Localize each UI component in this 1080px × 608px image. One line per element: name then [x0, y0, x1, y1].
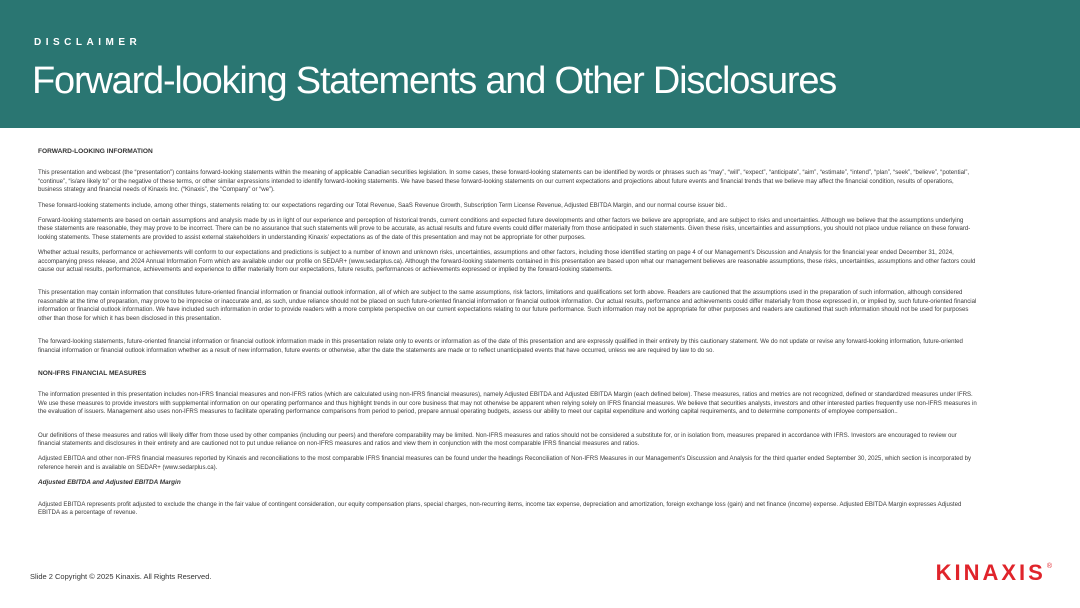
- fls-paragraph-2: These forward-looking statements include, among other things, statements relating to: our expectations regarding our Total Revenue, SaaS Revenue Growth, Subscription Term License Revenue, Adjusted EBITDA Margin, and our normal course issuer bid..: [38, 201, 728, 209]
- fls-paragraph-3: Forward-looking statements are based on certain assumptions and analysis made by us in light of our experience and perception of historical trends, current conditions and expected future developments and other factors we believe are appropriate, and are subject to risks and uncertainties. Although we believe that the assumptions underlying these statements are reasonable, they may prove to be incorrect. There can be no assurance that such statements will prove to be accurate, as actual results and future events could differ materially from those anticipated in such statements. Given these risks, uncertainties and assumptions, you should not place undue reliance on these forward-looking statements. These statements are provided to assist external stakeholders in understanding Kinaxis’ expectations as of the date of this presentation and may not be appropriate for other purposes.: [38, 217, 971, 241]
- non-ifrs-paragraph-3: Adjusted EBITDA and other non-IFRS financial measures reported by Kinaxis and reconciliations to the most comparable IFRS financial measures can be found under the headings Reconciliation of Non-IFRS Measures in our Management’s Discussion and Analysis for the third quarter ended September 30, 2025, which section is incorporated by reference herein and is available on SEDAR+ (www.sedarplus.ca).: [38, 455, 972, 471]
- slide-footer: Slide 2 Copyright © 2025 Kinaxis. All Rights Reserved.: [30, 572, 212, 581]
- fls-paragraph-6: The forward-looking statements, future-oriented financial information or financial outlook information made in this presentation relate only to events or information as of the date of this presentation and are expressly qualified in their entirety by this cautionary statement. We do not update or revise any forward-looking information, future-oriented financial information or financial outlook information whether as a result of new information, future events or otherwise, after the date the statements are made or to reflect unanticipated events that have occurred, unless we are required by law to do so.: [38, 338, 963, 354]
- non-ifrs-paragraph-1: The information presented in this presentation includes non-IFRS financial measures and non-IFRS ratios (which are calculated using non-IFRS financial measures), namely Adjusted EBITDA and Adjusted EBITDA Margin (each defined below). These measures, ratios and metrics are not recognized, defined or standardized measures under IFRS. We use these measures to provide investors with supplemental information on our operating performance and thus highlight trends in our core business that may not otherwise be apparent when relying solely on IFRS financial measures. We believe that securities analysts, investors and other interested parties frequently use non-IFRS measures in the evaluation of issuers. Management also uses non-IFRS measures to facilitate operating performance comparisons from period to period, prepare annual operating budgets, assess our ability to meet our capital expenditure and working capital requirements, and to determine components of employee compensation..: [38, 391, 977, 416]
- logo-wordmark: KINAXIS: [935, 560, 1046, 585]
- adjusted-ebitda-paragraph: Adjusted EBITDA represents profit adjusted to exclude the change in the fair value of contingent consideration, our equity compensation plans, special charges, non-recurring items, income tax expense, depreciation and amortization, foreign exchange loss (gain) and net finance (income) expense. Adjusted EBITDA Margin expresses Adjusted EBITDA as a percentage of revenue.: [38, 500, 962, 516]
- non-ifrs-paragraph-2: Our definitions of these measures and ratios will likely differ from those used by other companies (including our peers) and therefore comparability may be limited. Non-IFRS measures and ratios should not be considered a substitute for, or in isolation from, measures prepared in accordance with IFRS. Investors are encouraged to review our financial statements and disclosures in their entirety and are cautioned not to put undue reliance on non-IFRS measures and ratios and view them in conjunction with the most comparable IFRS financial measures and ratios.: [38, 431, 957, 447]
- disclaimer-body: [38, 148, 978, 524]
- section-eyebrow: DISCLAIMER: [34, 37, 142, 48]
- adjusted-ebitda-heading: Adjusted EBITDA and Adjusted EBITDA Margin: [38, 479, 181, 487]
- page-title: Forward-looking Statements and Other Disclosures: [32, 60, 837, 102]
- registered-mark: ®: [1046, 563, 1052, 570]
- kinaxis-logo: [936, 561, 1052, 585]
- title-banner: [0, 0, 1080, 128]
- forward-looking-heading: FORWARD-LOOKING INFORMATION: [38, 148, 153, 155]
- fls-paragraph-5: This presentation may contain information that constitutes future-oriented financial information or financial outlook information, all of which are subject to the same assumptions, risk factors, limitations and qualifications set forth above. Readers are cautioned that the assumptions used in the preparation of such information, although considered reasonable at the time of preparation, may prove to be imprecise or inaccurate and, as such, undue reliance should not be placed on such future-oriented financial information or financial outlook information. Our actual results, performance and achievements could differ materially from those expressed in, or implied by, such future-oriented financial information or financial outlook information. We have included such information in order to provide readers with a more complete perspective on our current expectations relating to our future performance. Such information may not be appropriate for other purposes and readers are cautioned that such information should not be used for purposes other than those for which it has been disclosed in this presentation.: [38, 289, 977, 322]
- non-ifrs-heading: NON-IFRS FINANCIAL MEASURES: [38, 369, 147, 377]
- fls-paragraph-1: This presentation and webcast (the “presentation”) contains forward-looking statements within the meaning of applicable Canadian securities legislation. In some cases, these forward-looking statements can be identified by words or phrases such as “may”, “will”, “expect”, “anticipate”, “aim”, “estimate”, “intend”, “plan”, “seek”, “believe”, “potential”, “continue”, “is/are likely to” or the negative of these terms, or other similar expressions intended to identify forward-looking statements. We have based these forward-looking statements on our current expectations and projections about future events and financial trends that we believe may affect the financial condition, results of operations, business strategy and financial needs of Kinaxis Inc. (“Kinaxis”, the “Company” or “we”).: [38, 169, 970, 194]
- fls-paragraph-4: Whether actual results, performance or achievements will conform to our expectations and predictions is subject to a number of known and unknown risks, uncertainties, assumptions and other factors, including those identified starting on page 4 of our Management’s Discussion and Analysis for the financial year ended December 31, 2024, accompanying press release, and 2024 Annual Information Form which are available under our profile on SEDAR+ (www.sedarplus.ca). Although the forward-looking statements contained in this presentation are based upon what our management believes are reasonable assumptions, these risks, uncertainties, assumptions and other factors could cause our actual results, performance, achievements and experience to differ materially from our expectations, future results, performances or achievements expressed or implied by the forward-looking statements.: [38, 249, 976, 274]
